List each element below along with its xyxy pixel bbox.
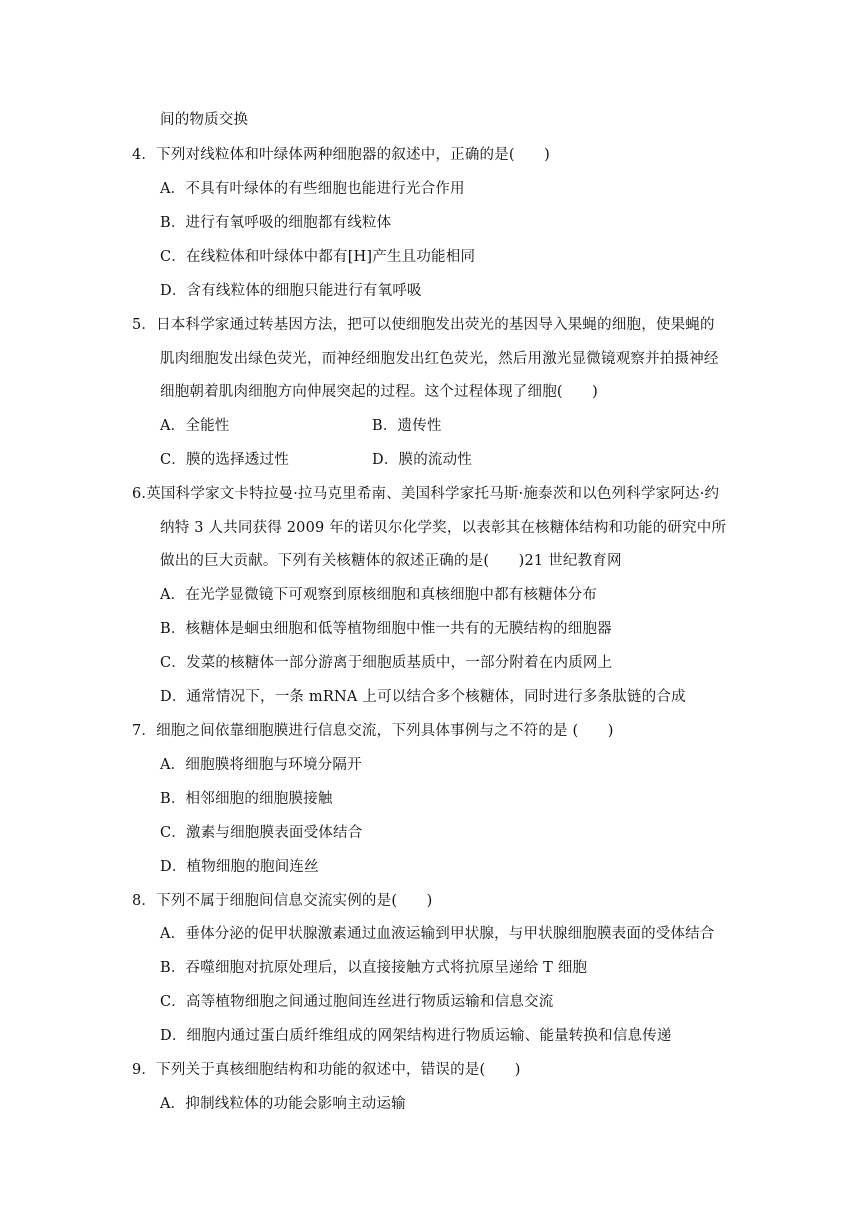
question-7-option-d: D．植物细胞的胞间连丝 — [160, 859, 319, 875]
question-4-option-b: B．进行有氧呼吸的细胞都有线粒体 — [160, 215, 392, 231]
question-5-stem-line-3: 细胞朝着肌肉细胞方向伸展突起的过程。这个过程体现了细胞( ) — [160, 384, 599, 400]
question-8-option-c: C．高等植物细胞之间通过胞间连丝进行物质运输和信息交流 — [160, 994, 554, 1010]
question-4-option-a: A．不具有叶绿体的有些细胞也能进行光合作用 — [160, 181, 465, 197]
question-8-option-b: B．吞噬细胞对抗原处理后，以直接接触方式将抗原呈递给 T 细胞 — [160, 960, 588, 976]
question-6-option-b: B．核糖体是蛔虫细胞和低等植物细胞中惟一共有的无膜结构的细胞器 — [160, 621, 612, 637]
question-6-stem-line-3: 做出的巨大贡献。下列有关核糖体的叙述正确的是( )21 世纪教育网 — [160, 553, 622, 569]
question-6-stem-line-2: 纳特 3 人共同获得 2009 年的诺贝尔化学奖，以表彰其在核糖体结构和功能的研究中所 — [160, 520, 727, 536]
question-5-option-d: D．膜的流动性 — [372, 452, 473, 468]
question-5-stem-line-2: 肌肉细胞发出绿色荧光，而神经细胞发出红色荧光，然后用激光显微镜观察并拍摄神经 — [160, 351, 719, 367]
question-4-option-d: D．含有线粒体的细胞只能进行有氧呼吸 — [160, 283, 422, 299]
question-7-option-a: A．细胞膜将细胞与环境分隔开 — [160, 757, 362, 773]
question-6-option-a: A．在光学显微镜下可观察到原核细胞和真核细胞中都有核糖体分布 — [160, 587, 597, 603]
question-4-option-c: C．在线粒体和叶绿体中都有[H]产生且功能相同 — [160, 249, 476, 265]
question-7-option-b: B．相邻细胞的细胞膜接触 — [160, 791, 333, 807]
question-8-option-d: D．细胞内通过蛋白质纤维组成的网架结构进行物质运输、能量转换和信息传递 — [160, 1028, 672, 1044]
question-5-option-b: B．遗传性 — [372, 418, 442, 434]
question-5-option-a: A．全能性 — [160, 418, 230, 434]
question-5-option-c: C．膜的选择透过性 — [160, 452, 289, 468]
question-3-continuation: 间的物质交换 — [160, 112, 249, 128]
question-7-stem: 7．细胞之间依靠细胞膜进行信息交流，下列具体事例与之不符的是 ( ) — [132, 723, 614, 739]
question-6-stem-line-1: 6.英国科学家文卡特拉曼·拉马克里希南、美国科学家托马斯·施泰茨和以色列科学家阿达·约 — [132, 486, 720, 502]
question-5-stem-line-1: 5．日本科学家通过转基因方法，把可以使细胞发出荧光的基因导入果蝇的细胞，使果蝇的 — [132, 317, 715, 333]
question-4-stem: 4．下列对线粒体和叶绿体两种细胞器的叙述中，正确的是( ) — [132, 147, 551, 163]
question-7-option-c: C．激素与细胞膜表面受体结合 — [160, 825, 363, 841]
question-6-option-c: C．发菜的核糖体一部分游离于细胞质基质中，一部分附着在内质网上 — [160, 655, 613, 671]
question-9-stem: 9．下列关于真核细胞结构和功能的叙述中，错误的是( ) — [132, 1062, 521, 1078]
question-8-option-a: A．垂体分泌的促甲状腺激素通过血液运输到甲状腺，与甲状腺细胞膜表面的受体结合 — [160, 926, 715, 942]
question-9-option-a: A．抑制线粒体的功能会影响主动运输 — [160, 1096, 406, 1112]
question-6-option-d: D．通常情况下，一条 mRNA 上可以结合多个核糖体，同时进行多条肽链的合成 — [160, 689, 686, 705]
question-8-stem: 8．下列不属于细胞间信息交流实例的是( ) — [132, 893, 433, 909]
